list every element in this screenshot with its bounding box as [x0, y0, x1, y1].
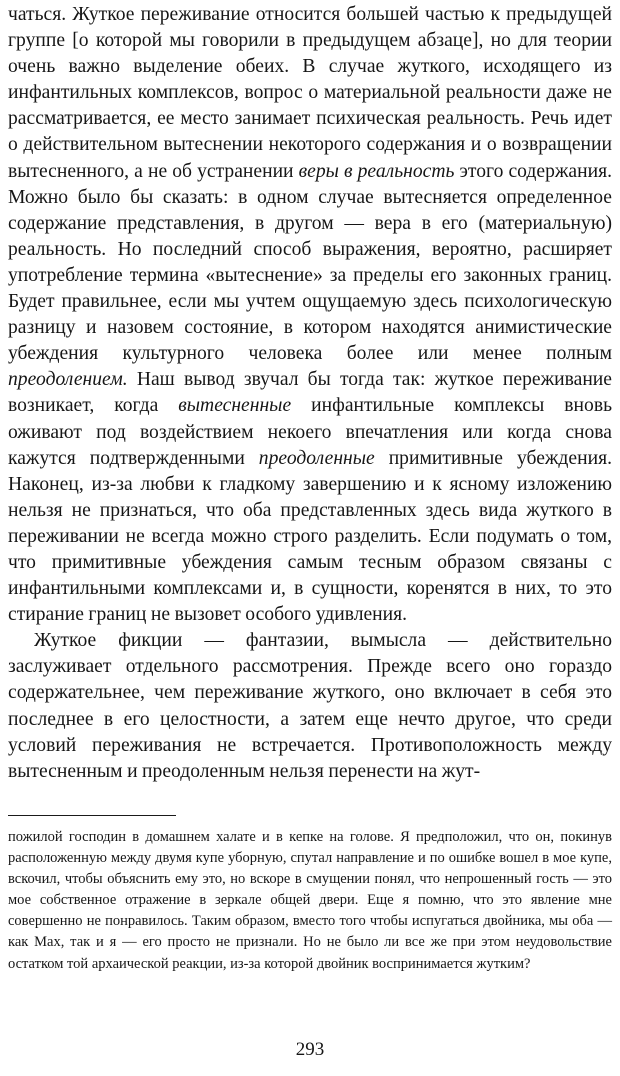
text-segment: инфантильные комплексы вновь оживают под воздействием некоего впечатления или когда снова кажутся подтвержденными [8, 395, 613, 469]
paragraph-1 [8, 2, 612, 628]
main-text [8, 2, 612, 785]
italic-segment: веры в реальность [298, 160, 455, 182]
text-segment: примитивные убеждения. Наконец, из-за любви к гладкому завершению и к ясному изложению нельзя не признаться, что оба представленных здесь вида жуткого в переживании не всегда можно строго разделить. Если подумать о том, что примитивные убеждения самым тесным образом связаны с инфантильными комплексами и, в сущности, коренятся в них, то это стирание границ не вызовет особого удивления. [8, 447, 612, 626]
text-segment: Жуткое фикции — фантазии, вымысла — действительно заслуживает отдельного рассмотрения. Прежде всего оно гораздо содержательнее, чем переживание жуткого, оно включает в себя это последнее в его целостности, а затем еще нечто другое, что среди условий переживания не встречается. Противоположность между вытесненным и преодоленным нельзя перенести на жут- [8, 630, 612, 782]
text-segment: Наш вывод звучал бы тогда так: жуткое переживание возникает, когда [8, 369, 612, 417]
footnote [8, 827, 612, 975]
italic-segment: преодолением. [8, 369, 128, 391]
italic-segment: вытесненные [178, 395, 292, 417]
paragraph-2 [8, 628, 612, 785]
page-number: 293 [295, 1039, 325, 1060]
text-segment: чаться. Жуткое переживание относится большей частью к предыдущей группе [о которой мы говорили в предыдущем абзаце], но для теории очень важно выделение обеих. В случае жуткого, исходящего из инфантильных комплексов, вопрос о материальной реальности даже не рассматривается, ее место занимает психическая реальность. Речь идет о действительном вытеснении некоторого содержания и о возвращении вытесненного, а не об устранении [8, 4, 612, 182]
footnote-divider [8, 815, 176, 816]
text-segment: этого содержания. Можно было бы сказать: в одном случае вытесняется определенное содержание представления, в другом — вера в его (материальную) реальность. Но последний способ выражения, вероятно, расширяет употребление термина «вытеснение» за пределы его законных границ. Будет правильнее, если мы учтем ощущаемую здесь психологическую разницу и назовем состояние, в котором находятся анимистические убеждения культурного человека более или менее полным [8, 160, 612, 365]
footnote-text: пожилой господин в домашнем халате и в кепке на голове. Я предположил, что он, покинув расположенную между двумя купе уборную, спутал направление и по ошибке вошел в мое купе, вскочил, чтобы объяснить ему это, но вскоре в смущении понял, что непрошенный гость — это мое собственное отражение в зеркале общей двери. Еще я помню, что это явление мне совершенно не понравилось. Таким образом, вместо того чтобы испугаться двойника, мы оба — как Мах, так и я — его просто не признали. Но не было ли все же при этом неудовольствие остатком той архаической реакции, из-за которой двойник воспринимается жутким? [8, 829, 612, 972]
italic-segment: преодоленные [258, 447, 375, 469]
